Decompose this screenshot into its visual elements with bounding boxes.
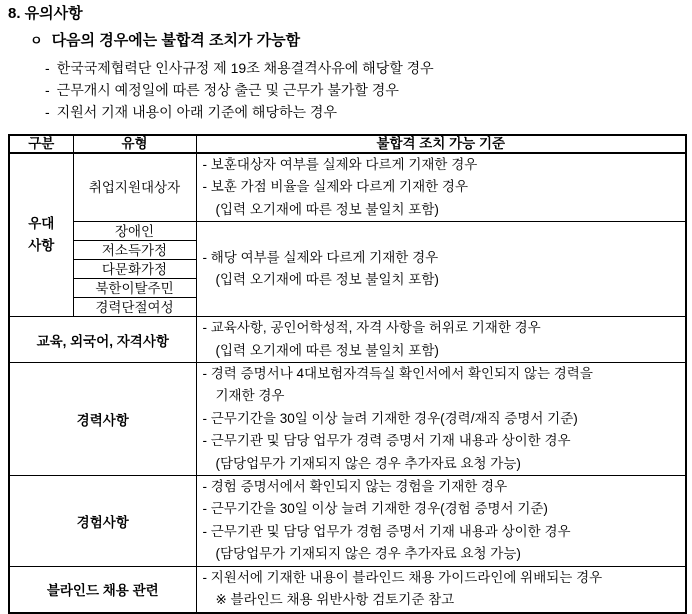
category-text-line: 우대 [28, 216, 55, 232]
table-row [9, 566, 686, 612]
note-text: 근무개시 예정일에 따른 정상 출근 및 근무가 불가할 경우 [56, 82, 399, 98]
header-type: 유형 [73, 135, 196, 153]
cell-criteria-career [196, 363, 686, 476]
criteria-line: - 교육사항, 공인어학성적, 자격 사항을 허위로 기재한 경우 [202, 320, 541, 336]
section-title: 8. 유의사항 [8, 5, 83, 22]
table-header-row [9, 135, 686, 153]
cell-criteria-blind-recruitment [196, 566, 686, 612]
criteria-line: - 경험 증명서에서 확인되지 않는 경험을 기재한 경우 [202, 479, 508, 495]
cell-category-preference [9, 153, 73, 317]
disqualification-criteria-table [8, 134, 687, 614]
cell-criteria-experience [196, 476, 686, 567]
criteria-line: 기재한 경우 [215, 388, 285, 404]
criteria-line: (담당업무가 기재되지 않은 경우 추가자료 요청 가능) [215, 455, 521, 471]
cell-type-employment-support: 취업지원대상자 [73, 153, 196, 222]
dash-marker: - [45, 60, 50, 76]
document-page [0, 5, 692, 607]
criteria-line: - 근무기관 및 담당 업무가 경력 증명서 기재 내용과 상이한 경우 [202, 433, 571, 449]
criteria-line: - 해당 여부를 실제와 다르게 기재한 경우 [202, 249, 439, 265]
bullet-text: 다음의 경우에는 불합격 조치가 가능함 [51, 32, 301, 49]
cell-label-experience: 경험사항 [9, 476, 196, 567]
cell-criteria-education [196, 317, 686, 363]
dash-marker: - [45, 104, 50, 120]
cell-label-blind-recruitment: 블라인드 채용 관련 [9, 566, 196, 612]
cell-label-education: 교육, 외국어, 자격사항 [9, 317, 196, 363]
bullet-item [30, 32, 692, 50]
table-row [9, 222, 686, 241]
criteria-line: - 근무기관 및 담당 업무가 경험 증명서 기재 내용과 상이한 경우 [202, 523, 571, 539]
criteria-line: - 지원서에 기재한 내용이 블라인드 채용 가이드라인에 위배되는 경우 [202, 569, 603, 585]
table-row [9, 363, 686, 476]
criteria-line: ※ 블라인드 채용 위반사항 검토기준 참고 [215, 592, 455, 608]
circle-bullet-marker: ㅇ [30, 33, 43, 48]
criteria-line: (입력 오기재에 따른 정보 불일치 포함) [215, 342, 439, 358]
header-criteria: 불합격 조치 가능 기준 [196, 135, 686, 153]
dash-marker: - [45, 82, 50, 98]
criteria-line: (입력 오기재에 따른 정보 불일치 포함) [215, 272, 439, 288]
criteria-line: - 보훈 가점 비율을 실제와 다르게 기재한 경우 [202, 179, 468, 195]
table-row [9, 153, 686, 222]
cell-type-low-income: 저소득가정 [73, 241, 196, 260]
cell-criteria-employment-support [196, 153, 686, 222]
criteria-line: (담당업무가 기재되지 않은 경우 추가자료 요청 가능) [215, 546, 521, 562]
cell-type-disabled: 장애인 [73, 222, 196, 241]
cell-type-career-break-women: 경력단절여성 [73, 298, 196, 317]
criteria-line: - 경력 증명서나 4대보험자격득실 확인서에서 확인되지 않는 경력을 [202, 366, 593, 382]
table-row [9, 317, 686, 363]
category-text-line: 사항 [28, 238, 55, 254]
criteria-line: - 근무기간을 30일 이상 늘려 기재한 경우(경험 증명서 기준) [202, 501, 548, 517]
cell-type-multicultural: 다문화가정 [73, 260, 196, 279]
cell-label-career: 경력사항 [9, 363, 196, 476]
header-category: 구분 [9, 135, 73, 153]
criteria-line: - 근무기간을 30일 이상 늘려 기재한 경우(경력/재직 증명서 기준) [202, 410, 578, 426]
criteria-line: (입력 오기재에 따른 정보 불일치 포함) [215, 201, 439, 217]
cell-criteria-common [196, 222, 686, 317]
table-row [9, 476, 686, 567]
note-list [45, 57, 692, 123]
note-text: 한국국제협력단 인사규정 제 19조 채용결격사유에 해당할 경우 [56, 60, 434, 76]
note-item [45, 57, 692, 79]
criteria-line: - 보훈대상자 여부를 실제와 다르게 기재한 경우 [202, 157, 478, 172]
cell-type-nk-defector: 북한이탈주민 [73, 279, 196, 298]
note-text: 지원서 기재 내용이 아래 기준에 해당하는 경우 [56, 104, 337, 120]
note-item [45, 101, 692, 123]
note-item [45, 79, 692, 101]
